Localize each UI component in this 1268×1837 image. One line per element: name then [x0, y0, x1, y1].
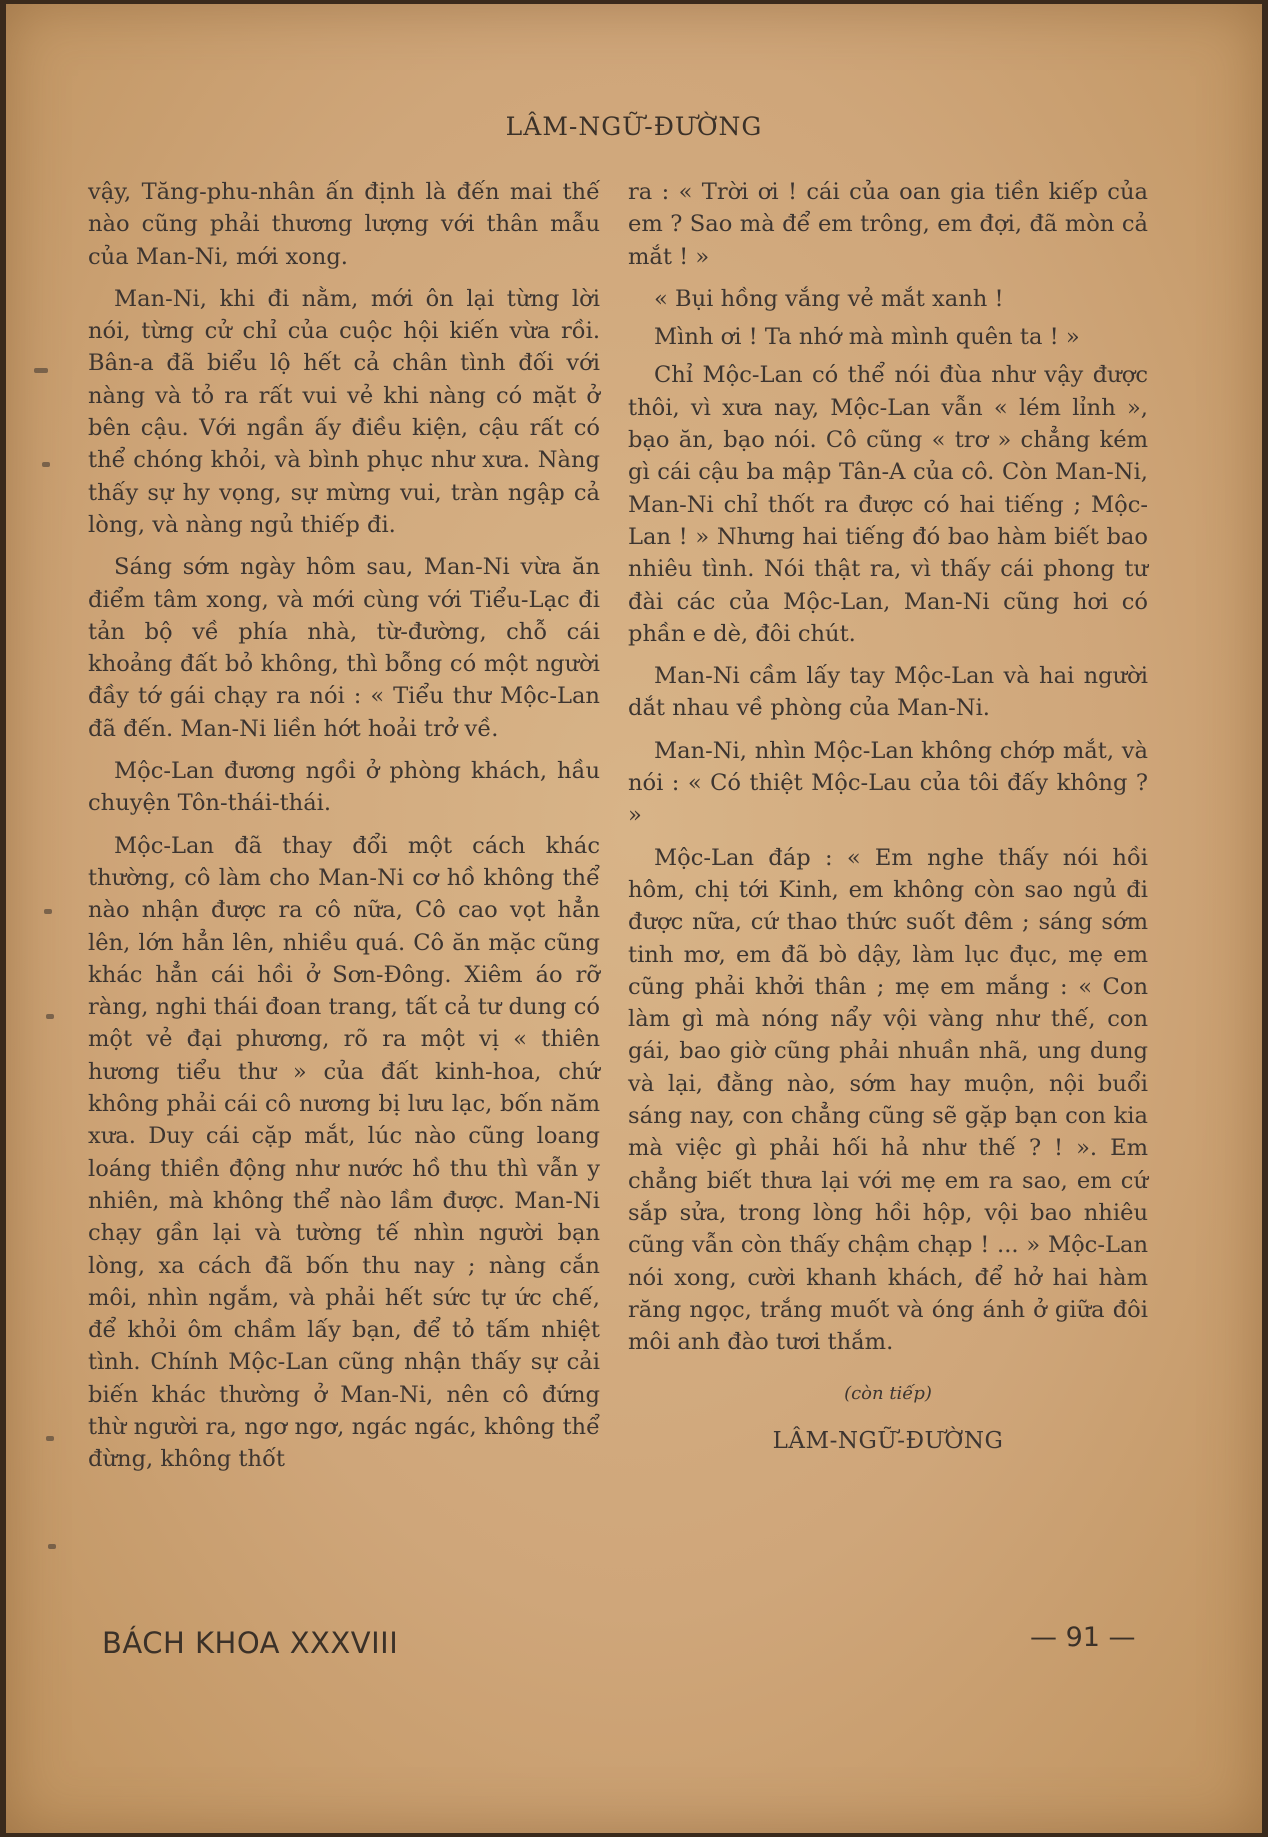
paragraph: Mộc-Lan đã thay đổi một cách khác thường, cô làm cho Man-Ni cơ hồ không thể nào nhận được ra cô nữa, Cô cao vọt hẳn lên, lớn hẳn lên, nhiều quá. Cô ăn mặc cũng khác hẳn cái hồi ở Sơn-Đông. Xiêm áo rỡ ràng, nghi thái đoan trang, tất cả tư dung có một vẻ đại phương, rõ ra một vị « thiên hương tiểu thư » của đất kinh-hoa, chứ không phải cái cô nương bị lưu lạc, bốn năm xưa. Duy cái cặp mắt, lúc nào cũng loang loáng thiền động như nước hồ thu thì vẫn y nhiên, mà không thể nào lầm được. Man-Ni chạy gần lại và tường tế nhìn người bạn lòng, xa cách đã bốn thu nay ; nàng cắn môi, nhìn ngắm, và phải hết sức tự ức chế, để khỏi ôm chầm lấy bạn, để tỏ tấm nhiệt tình. Chính Mộc-Lan cũng nhận thấy sự cải biến khác thường ở Man-Ni, nên cô đứng thừ người ra, ngơ ngơ, ngác ngác, không thể đừng, không thốt — [88, 832, 600, 1473]
paragraph: vậy, Tăng-phu-nhân ấn định là đến mai thế nào cũng phải thương lượng với thân mẫu của Man-Ni, mới xong. — [88, 179, 600, 270]
to-be-continued: (còn tiếp) — [844, 1383, 932, 1405]
binding-hole-mark — [42, 462, 50, 467]
binding-hole-mark — [46, 1014, 54, 1019]
author-signature: LÂM-NGỮ-ĐƯỜNG — [772, 1427, 1004, 1454]
binding-hole-mark — [46, 1436, 54, 1441]
verse-line: Mình ơi ! Ta nhớ mà mình quên ta ! » — [654, 324, 1080, 351]
paragraph: Sáng sớm ngày hôm sau, Man-Ni vừa ăn điểm tâm xong, và mới cùng với Tiểu-Lạc đi tản bộ về phía nhà, từ-đường, chỗ cái khoảng đất bỏ không, thì bỗng có một người đầy tớ gái chạy ra nói : « Tiểu thư Mộc-Lan đã đến. Man-Ni liền hớt hoải trở về. — [88, 554, 600, 742]
right-column — [628, 176, 1148, 1467]
paragraph: Mộc-Lan đương ngồi ở phòng khách, hầu chuyện Tôn-thái-thái. — [88, 758, 600, 817]
left-column — [88, 176, 600, 1486]
magazine-footer: BÁCH KHOA XXXVIII — [102, 1626, 399, 1660]
paragraph: Chỉ Mộc-Lan có thể nói đùa như vậy được thôi, vì xưa nay, Mộc-Lan vẫn « lém lỉnh », bạo ăn, bạo nói. Cô cũng « trơ » chẳng kém gì cái cậu ba mập Tân-A của cô. Còn Man-Ni, Man-Ni chỉ thốt ra được có hai tiếng ; Mộc-Lan ! » Nhưng hai tiếng đó bao hàm biết bao nhiêu tình. Nói thật ra, vì thấy cái phong tư đài các của Mộc-Lan, Man-Ni cũng hơi có phần e dè, đôi chút. — [628, 362, 1148, 647]
page-number: — 91 — — [1030, 1622, 1136, 1653]
binding-hole-mark — [34, 368, 48, 373]
paragraph: ra : « Trời ơi ! cái của oan gia tiền kiếp của em ? Sao mà để em trông, em đợi, đã mòn cả mắt ! » — [628, 179, 1148, 270]
paragraph: Man-Ni cầm lấy tay Mộc-Lan và hai người dắt nhau về phòng của Man-Ni. — [628, 663, 1148, 722]
running-title: LÂM-NGỮ-ĐƯỜNG — [505, 112, 763, 141]
page — [6, 4, 1262, 1833]
paragraph: Man-Ni, khi đi nằm, mới ôn lại từng lời nói, từng cử chỉ của cuộc hội kiến vừa rồi. Bân-a đã biểu lộ hết cả chân tình đối với nàng và tỏ ra rất vui vẻ khi nàng có mặt ở bên cậu. Với ngần ấy điều kiện, cậu rất có thể chóng khỏi, và bình phục như xưa. Nàng thấy sự hy vọng, sự mừng vui, tràn ngập cả lòng, và nàng ngủ thiếp đi. — [88, 285, 600, 538]
verse-line: « Bụi hồng vắng vẻ mắt xanh ! — [654, 285, 1004, 312]
binding-hole-mark — [48, 1544, 56, 1549]
binding-hole-mark — [44, 909, 52, 914]
paragraph: Man-Ni, nhìn Mộc-Lan không chớp mắt, và nói : « Có thiệt Mộc-Lau của tôi đấy không ? » — [628, 737, 1148, 829]
paragraph: Mộc-Lan đáp : « Em nghe thấy nói hồi hôm, chị tới Kinh, em không còn sao ngủ đi được nữa, cứ thao thức suốt đêm ; sáng sớm tinh mơ, em đã bò dậy, làm lục đục, mẹ em cũng phải khởi thân ; mẹ em mắng : « Con làm gì mà nóng nẩy vội vàng như thế, con gái, bao giờ cũng phải nhuần nhã, ung dung và lại, đằng nào, sớm hay muộn, nội buổi sáng nay, con chẳng cũng sẽ gặp bạn con kia mà việc gì phải hối hả như thế ? ! ». Em chẳng biết thưa lại với mẹ em ra sao, em cứ sắp sửa, trong lòng hồi hộp, vội bao nhiêu cũng vẫn còn thấy chậm chạp ! ... » Mộc-Lan nói xong, cười khanh khách, để hở hai hàm răng ngọc, trắng muốt và óng ánh ở giữa đôi môi anh đào tươi thắm. — [628, 844, 1148, 1356]
